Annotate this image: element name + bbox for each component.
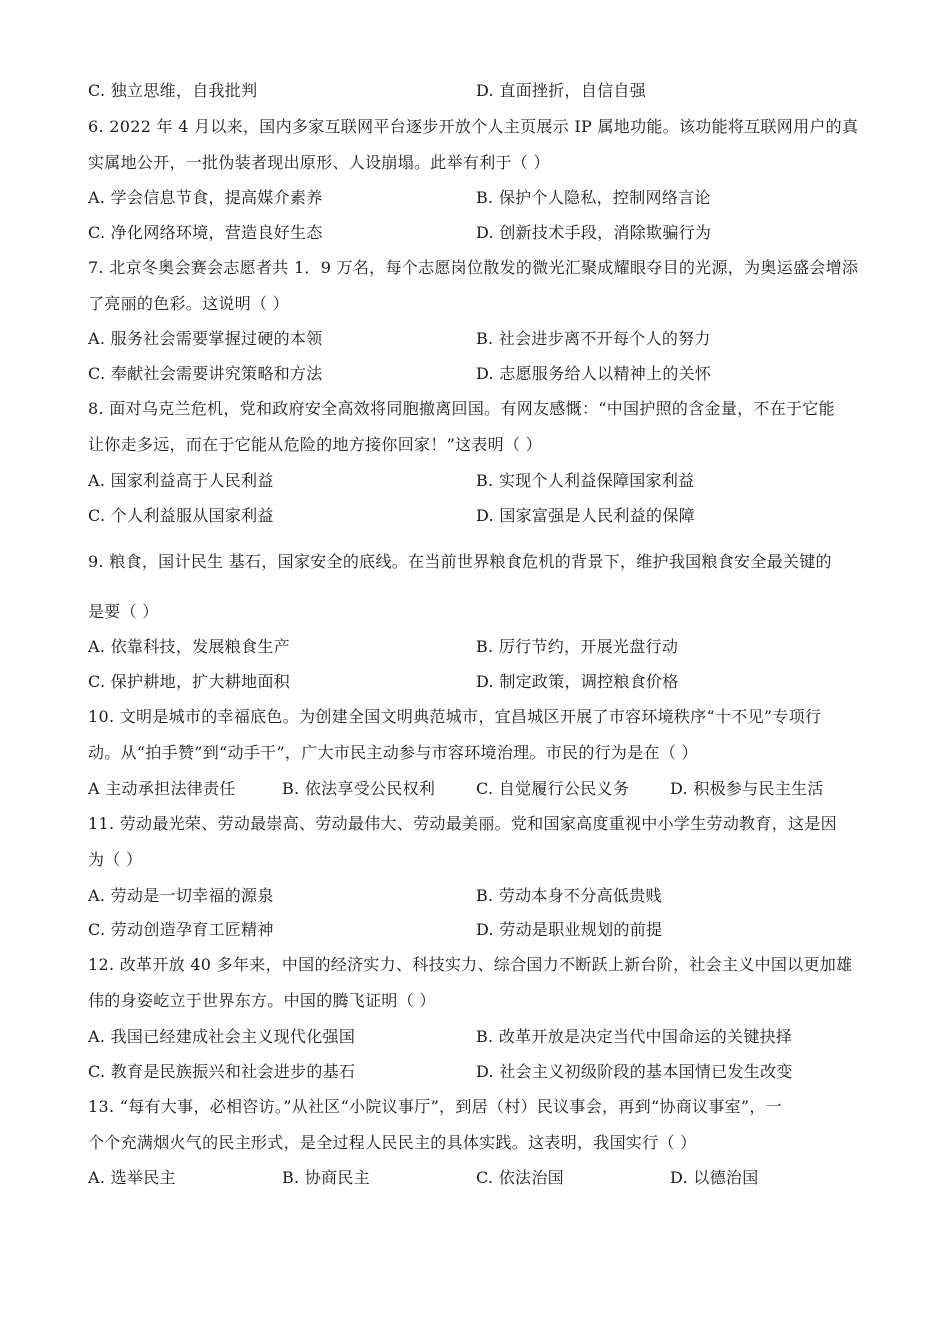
q12-option-d: D. 社会主义初级阶段的基本国情已发生改变	[476, 1062, 793, 1081]
q12-stem-line2: 伟的身姿屹立于世界东方。中国的腾飞证明（ ）	[88, 991, 436, 1010]
q8-stem-line1: 8. 面对乌克兰危机，党和政府安全高效将同胞撤离回国。有网友感慨：“中国护照的含金量，不在于它能	[88, 399, 835, 418]
q6-stem-line2: 实属地公开，一批伪装者现出原形、人设崩塌。此举有利于（ ）	[88, 153, 550, 172]
q9-option-c: C. 保护耕地，扩大耕地面积	[88, 672, 291, 691]
q12-stem-line1: 12. 改革开放 40 多年来，中国的经济实力、科技实力、综合国力不断跃上新台阶，社会主义中国以更加雄	[88, 955, 853, 974]
q13-option-d: D. 以德治国	[670, 1168, 759, 1187]
q6-option-a: A. 学会信息节食，提高媒介素养	[88, 188, 323, 207]
q11-option-a: A. 劳动是一切幸福的源泉	[88, 886, 274, 905]
q6-option-d: D. 创新技术手段，消除欺骗行为	[476, 223, 712, 242]
q7-option-a: A. 服务社会需要掌握过硬的本领	[88, 329, 323, 348]
q8-stem-line2: 让你走多远，而在于它能从危险的地方接你回家！”这表明（ ）	[88, 435, 542, 454]
q10-option-c: C. 自觉履行公民义务	[476, 779, 630, 798]
q9-stem-line1: 9. 粮食，国计民生 基石，国家安全的底线。在当前世界粮食危机的背景下，维护我国粮食安全最关键的	[88, 552, 832, 571]
q13-option-a: A. 选举民主	[88, 1168, 176, 1187]
q7-stem-line1: 7. 北京冬奥会赛会志愿者共 1．9 万名，每个志愿岗位散发的微光汇聚成耀眼夺目的光源，为奥运盛会增添	[88, 258, 859, 277]
q13-option-c: C. 依法治国	[476, 1168, 564, 1187]
q11-option-c: C. 劳动创造孕育工匠精神	[88, 920, 274, 939]
q10-stem-line2: 动。从“拍手赞”到“动手干”，广大市民主动参与市容环境治理。市民的行为是在（ ）	[88, 743, 698, 762]
q8-option-c: C. 个人利益服从国家利益	[88, 506, 274, 525]
q9-option-d: D. 制定政策，调控粮食价格	[476, 672, 679, 691]
q9-option-a: A. 依靠科技，发展粮食生产	[88, 637, 290, 656]
q7-option-b: B. 社会进步离不开每个人的努力	[476, 329, 711, 348]
q7-option-d: D. 志愿服务给人以精神上的关怀	[476, 364, 712, 383]
q12-option-c: C. 教育是民族振兴和社会进步的基石	[88, 1062, 356, 1081]
q8-option-d: D. 国家富强是人民利益的保障	[476, 506, 695, 525]
q13-stem-line2: 个个充满烟火气的民主形式，是全过程人民民主的具体实践。这表明，我国实行（ ）	[88, 1133, 697, 1152]
q7-option-c: C. 奉献社会需要讲究策略和方法	[88, 364, 323, 383]
q7-stem-line2: 了亮丽的色彩。这说明（ ）	[88, 294, 289, 313]
q8-option-a: A. 国家利益高于人民利益	[88, 471, 274, 490]
q9-option-b: B. 厉行节约，开展光盘行动	[476, 637, 679, 656]
q10-option-a: A 主动承担法律责任	[88, 779, 236, 798]
q13-stem-line1: 13. “每有大事，必相咨访。”从社区“小院议事厅”，到居（村）民议事会，再到“协商议事室”，一	[88, 1097, 783, 1116]
q12-option-b: B. 改革开放是决定当代中国命运的关键抉择	[476, 1027, 793, 1046]
q9-stem-line2: 是要（ ）	[88, 602, 159, 621]
q10-option-b: B. 依法享受公民权利	[282, 779, 436, 798]
q11-option-d: D. 劳动是职业规划的前提	[476, 920, 663, 939]
q5-option-c: C. 独立思维，自我批判	[88, 81, 258, 100]
q6-option-b: B. 保护个人隐私，控制网络言论	[476, 188, 711, 207]
q11-stem-line1: 11. 劳动最光荣、劳动最崇高、劳动最伟大、劳动最美丽。党和国家高度重视中小学生劳动教育，这是因	[88, 814, 837, 833]
q12-option-a: A. 我国已经建成社会主义现代化强国	[88, 1027, 356, 1046]
q5-option-d: D. 直面挫折，自信自强	[476, 81, 647, 100]
q10-stem-line1: 10. 文明是城市的幸福底色。为创建全国文明典范城市，宜昌城区开展了市容环境秩序“十不见”专项行	[88, 707, 822, 726]
q6-option-c: C. 净化网络环境，营造良好生态	[88, 223, 323, 242]
q6-stem-line1: 6. 2022 年 4 月以来，国内多家互联网平台逐步开放个人主页展示 IP 属地功能。该功能将互联网用户的真	[88, 117, 859, 136]
q11-stem-line2: 为（ ）	[88, 850, 143, 869]
q8-option-b: B. 实现个人利益保障国家利益	[476, 471, 695, 490]
q10-option-d: D. 积极参与民主生活	[670, 779, 824, 798]
q11-option-b: B. 劳动本身不分高低贵贱	[476, 886, 662, 905]
q13-option-b: B. 协商民主	[282, 1168, 371, 1187]
